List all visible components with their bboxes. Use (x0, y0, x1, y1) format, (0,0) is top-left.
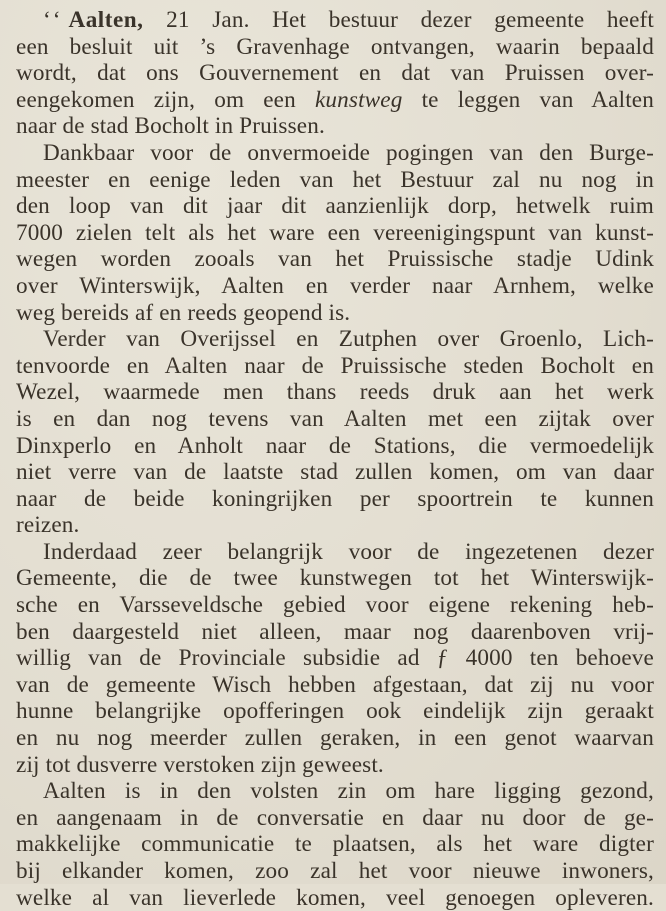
text-line: hunne belangrijke opofferingen ook eindelijk zijn geraakt (16, 698, 654, 725)
paragraph-5 (16, 778, 654, 911)
dateline-date: 21 Jan. (166, 7, 250, 33)
text-line: meester en eenige leden van het Bestuur zal nu nog in (16, 166, 654, 193)
text-line: een besluit uit ’s Gravenhage ontvangen, waarin bepaald (16, 33, 654, 60)
text-line: niet verre van de laatste stad zullen komen, om van daar (16, 459, 654, 486)
text-line: zij tot dusverre verstoken zijn geweest. (16, 751, 384, 778)
paragraph-2 (16, 140, 654, 326)
text-line: sche en Varsseveldsche gebied voor eigene rekening heb- (16, 592, 654, 619)
text-line: wordt, dat ons Gouvernement en dat van Pruissen over- (16, 60, 654, 87)
text-line: naar de beide koningrijken per spoortrein te kunnen (16, 485, 654, 512)
text-line: makkelijke communicatie te plaatsen, als het ware digter (16, 831, 654, 858)
text-line: en aangenaam in de conversatie en daar nu door de ge- (16, 804, 654, 831)
line-text: Het bestuur dezer gemeente heeft (249, 7, 654, 33)
text-line: Dankbaar voor de onvermoeide pogingen van den Burge- (43, 139, 654, 166)
paragraph-1 (16, 7, 654, 140)
text-line: 7000 zielen telt als het ware een vereenigingspunt van kunst- (16, 219, 654, 246)
dateline-place: Aalten, (68, 7, 144, 33)
text-line: is en dan nog tevens van Aalten met een zijtak over (16, 405, 654, 432)
text-line: willig van de Provinciale subsidie ad ƒ 4000 ten behoeve (16, 645, 654, 672)
text-line: over Winterswijk, Aalten en verder naar Arnhem, welke (16, 272, 654, 299)
line-text: te leggen van Aalten (402, 86, 654, 113)
text-line: Dinxperlo en Anholt naar de Stations, die vermoedelijk (16, 432, 654, 459)
paragraph-3 (16, 326, 654, 539)
text-line: Verder van Overijssel en Zutphen over Groenlo, Lich- (43, 326, 654, 353)
text-line: weg bereids af en reeds geopend is. (16, 299, 351, 326)
text-line: reizen. (16, 512, 80, 539)
text-line: en nu nog meerder zullen geraken, in een genot waarvan (16, 725, 654, 752)
article-column (16, 7, 654, 911)
text-line: Wezel, waarmede men thans reeds druk aan het werk (16, 379, 654, 406)
text-line: wegen worden zooals van het Pruissische stadje Udink (16, 246, 654, 273)
text-line: Inderdaad zeer belangrijk voor de ingezetenen dezer (43, 538, 654, 565)
text-line: den loop van dit jaar dit aanzienlijk dorp, hetwelk ruim (16, 193, 654, 220)
dateline-marks: ʻʻ (43, 7, 63, 33)
text-line: naar de stad Bocholt in Pruissen. (16, 113, 325, 140)
text-line: welke al van lieverlede komen, veel genoegen opleveren. (16, 884, 654, 911)
text-line: Gemeente, die de twee kunstwegen tot het Winterswijk- (16, 565, 654, 592)
italic-term: kunstweg (314, 86, 403, 113)
paragraph-4 (16, 539, 654, 778)
text-line: bij elkander komen, zoo zal het voor nieuwe inwoners, (16, 858, 654, 884)
text-line (16, 87, 654, 114)
text-line: tenvoorde en Aalten naar de Pruissische steden Bocholt en (16, 352, 654, 379)
text-line: ben daargesteld niet alleen, maar nog daarenboven vrij- (16, 618, 654, 645)
text-line: Aalten is in den volsten zin om hare ligging gezond, (43, 778, 654, 805)
text-line: van de gemeente Wisch hebben afgestaan, dat zij nu voor (16, 671, 654, 698)
text-line (16, 7, 654, 34)
line-text: eengekomen zijn, om een (16, 86, 315, 113)
